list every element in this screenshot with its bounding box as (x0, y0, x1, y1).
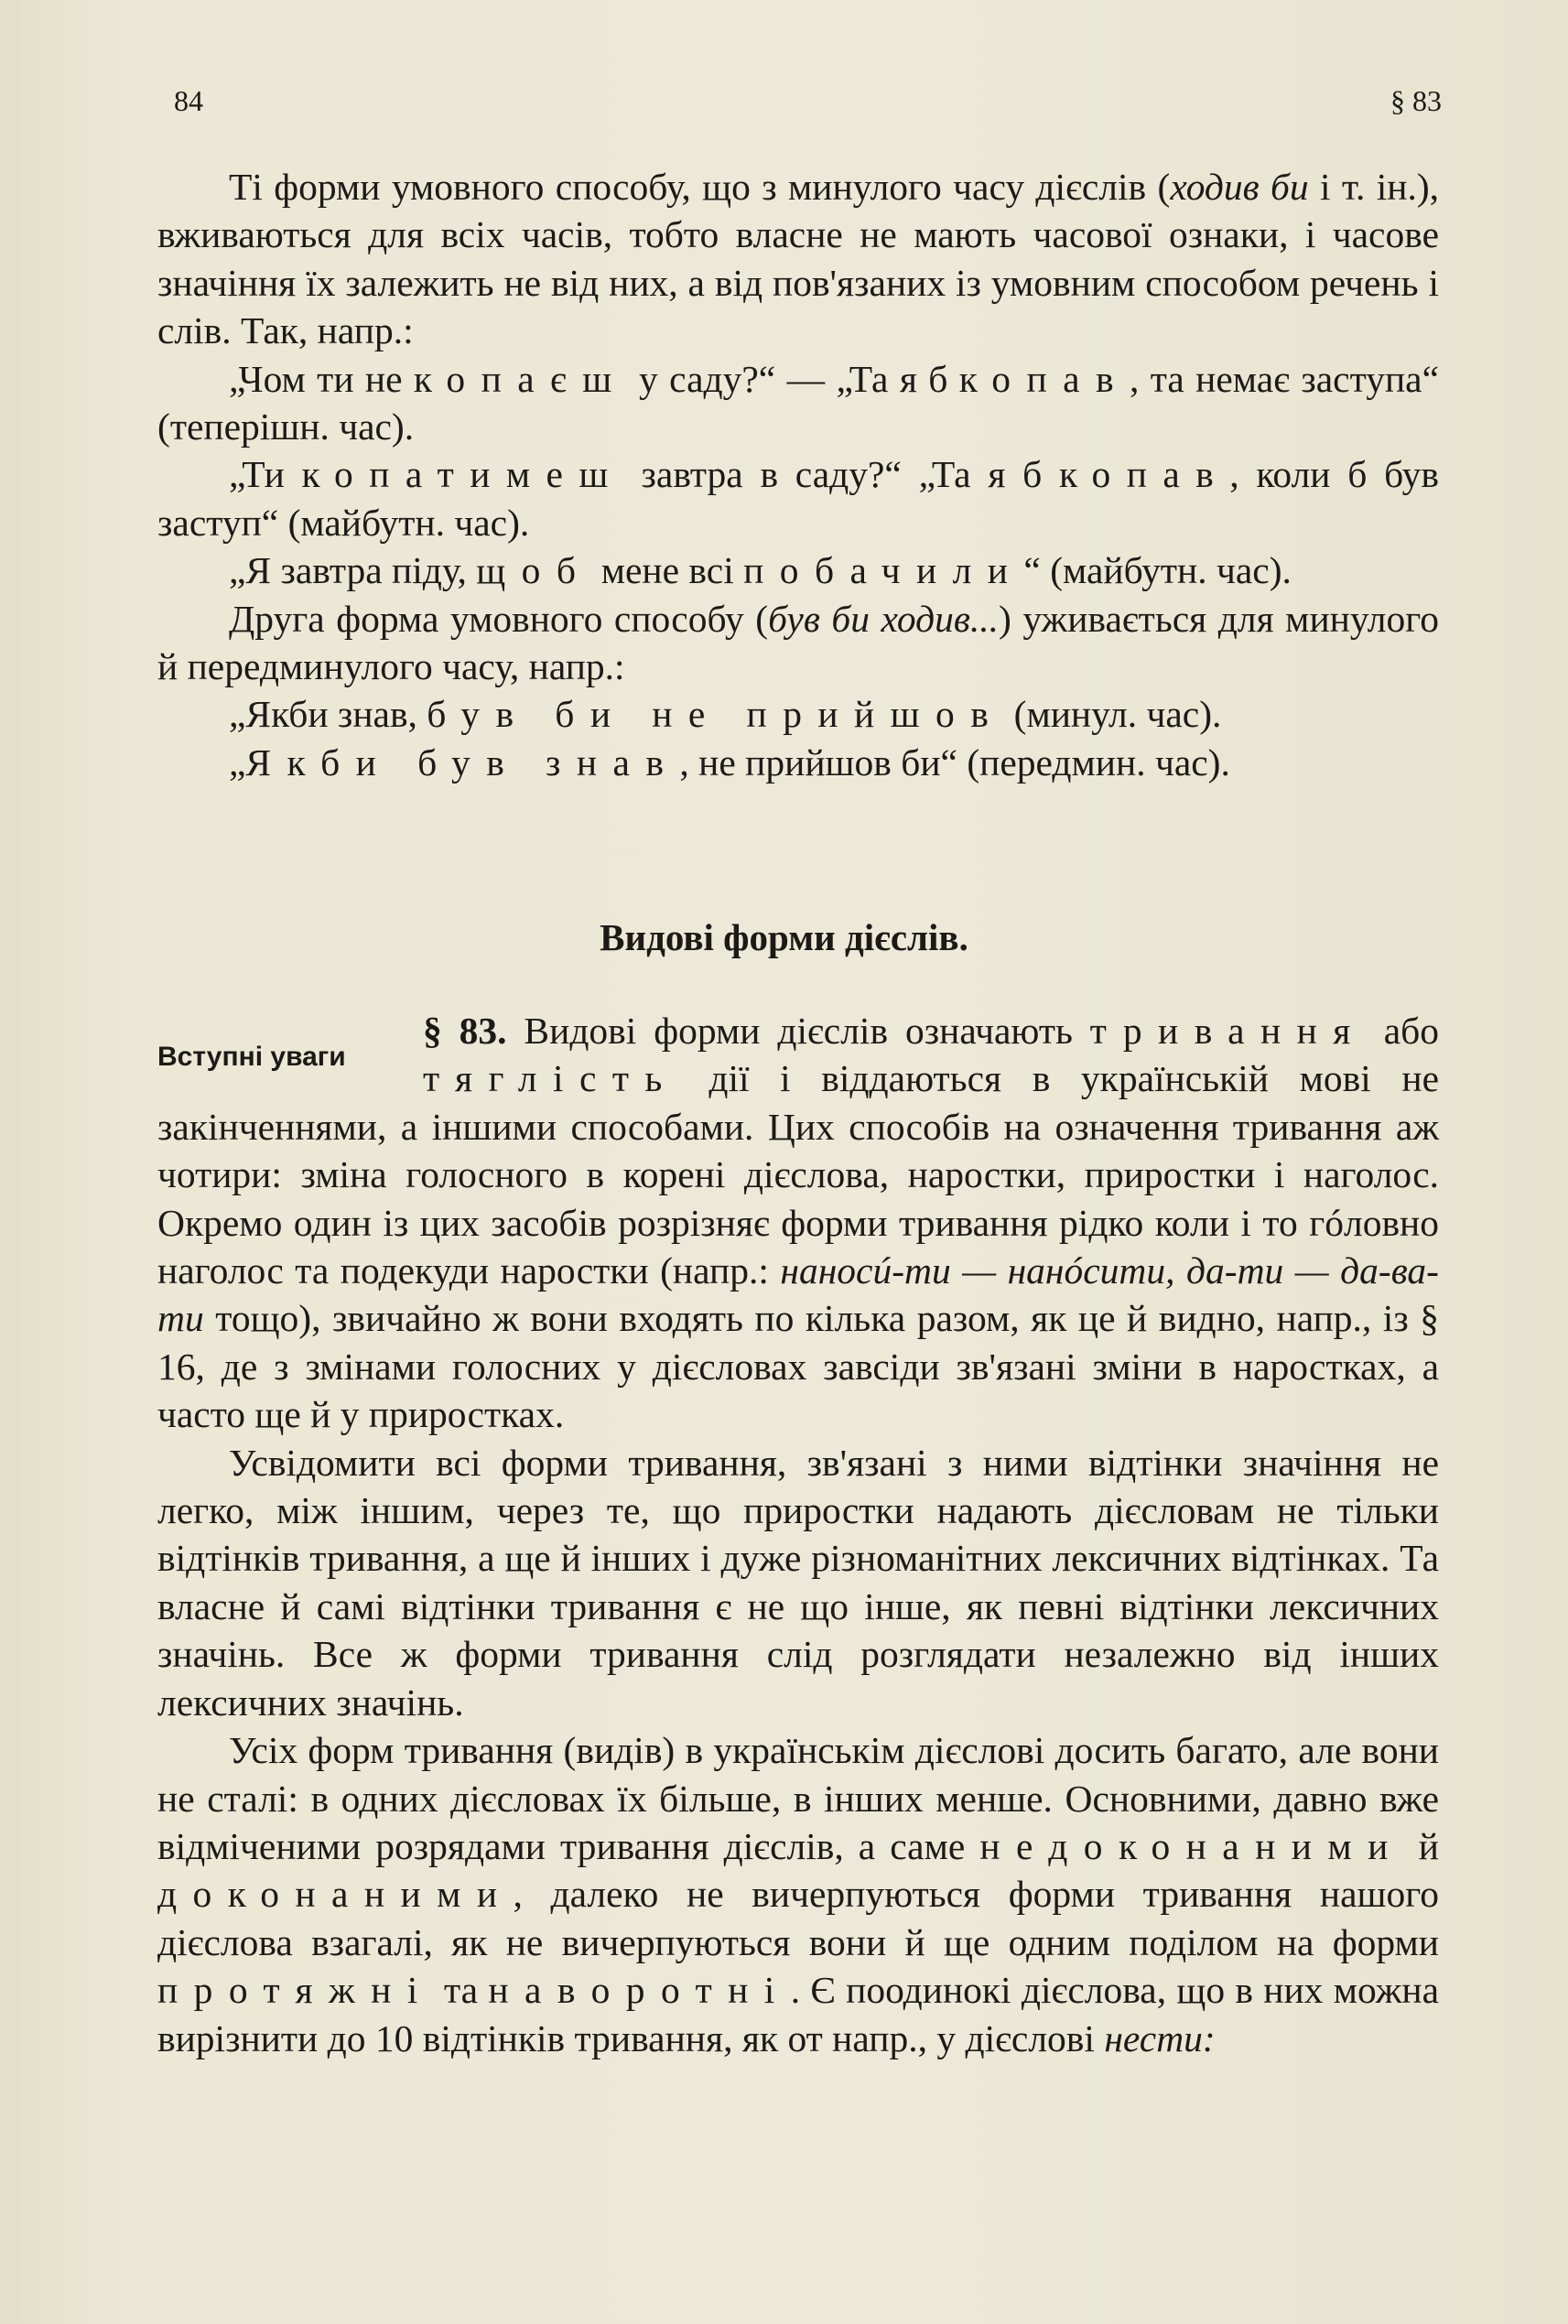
paragraph: Друга форма умовного способу (був би ходив...) уживається для минулого й передминулого часу, напр.: (157, 597, 1439, 688)
paragraph: Усіх форм тривання (видів) в українськім дієслові досить багато, але вони не сталі: в одних дієсловах їх більше, в інших менше. Основними, давно вже відміченими розрядами тривання дієслів, а саме недоконаними й доконаними, далеко не вичерпуються форми тривання нашого дієслова взагалі, як не вичерпуються вони й ще одним поділом на форми протяжні та наворотні. Є поодинокі дієслова, що в них можна вирізнити до 10 відтінків тривання, як от напр., у дієслові нести: (157, 1729, 1440, 2059)
section-heading: Видові форми дієслів. (600, 916, 968, 958)
page-header (174, 84, 1442, 118)
margin-label: Вступні уваги (157, 1042, 346, 1072)
paragraph: Вступні уваги § 83. Видові форми дієслів означають тривання або тяглість дії і віддаються в українській мові не закінченнями, а іншими способами. Цих способів на означення тривання аж чотири: зміна голосного в корені дієслова, наростки, приростки і наголос. Окремо один із цих засобів розрізняє форми тривання рідко коли і то гóловно наголос та подекуди наростки (напр.: наносú-ти — нанóсити, да-ти — да-ва-ти тощо), звичайно ж вони входять по кілька разом, як це й видно, напр., із § 16, де з змінами голосних у дієсловах завсіди зв'язані зміни в наростках, а часто ще й у приростках. (157, 1007, 1439, 1439)
section-number: § 83. (423, 1010, 507, 1052)
paragraph: Ті форми умовного способу, що з минулого часу дієслів (ходив би і т. ін.), вживаються для всіх часів, тобто власне не мають часової ознаки, і часове значіння їх залежить не від них, а від пов'язаних із умовним способом речень і слів. Так, напр.: (157, 166, 1440, 352)
paragraph: Усвідомити всі форми тривання, зв'язані з ними відтінки значіння не легко, між іншим, через те, що приростки надають дієсловам не тільки відтінків тривання, а ще й інших і дуже різноманітних лексичних відтінках. Та власне й самі відтінки тривання є не що інше, як певні відтінки лексичних значінь. Все ж форми тривання слід розглядати незалежно від інших лексичних значінь. (157, 1441, 1439, 1724)
example-line: „Якби знав, був би не прийшов (минул. час). (229, 693, 1222, 736)
example-line: „Я завтра піду, щоб мене всі побачили“ (майбутн. час). (229, 549, 1292, 592)
text-block-conditional-mood (157, 163, 1439, 786)
text-block-section-83 (157, 1007, 1439, 2062)
example-line: „Ти копатимеш завтра в саду?“ „Та я б копав, коли б був заступ“ (майбутн. час). (157, 453, 1440, 544)
example-line: „Якби був знав, не прийшов би“ (передмин. час). (229, 740, 1230, 784)
page-number: 84 (174, 84, 203, 117)
section-reference: § 83 (1390, 84, 1442, 117)
example-line: „Чом ти не копаєш у саду?“ — „Та я б копав, та немає заступа“ (теперішн. час). (157, 357, 1439, 449)
